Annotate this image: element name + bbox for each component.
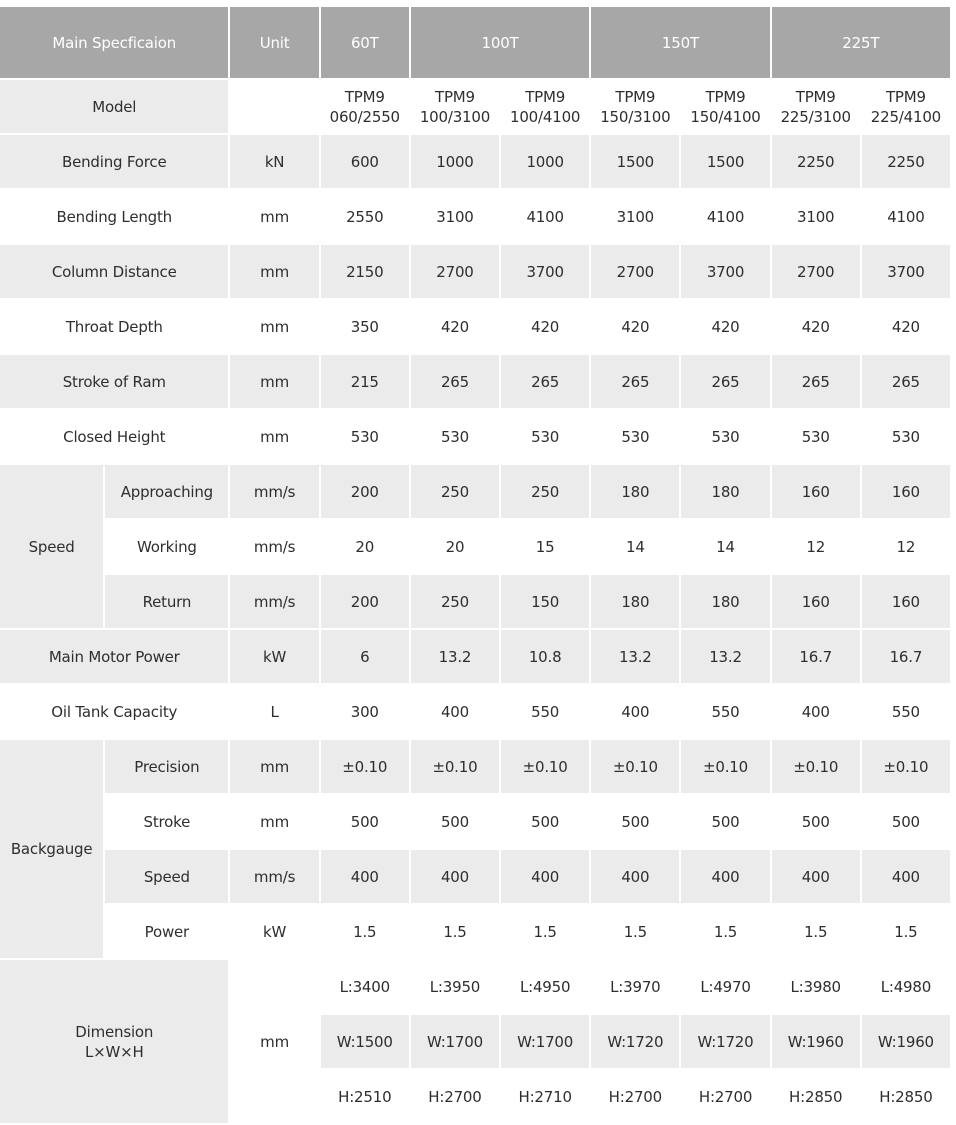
model-series: TPM9 <box>344 87 385 106</box>
model-row <box>0 80 950 133</box>
dimension-label-line1: Dimension <box>75 1022 154 1041</box>
value-cell: 3100 <box>411 190 499 243</box>
model-series: TPM9 <box>525 87 566 106</box>
speed-sub-label: Working <box>105 520 228 573</box>
backgauge-row <box>0 795 950 848</box>
speed-row <box>0 520 950 573</box>
row-unit: L <box>230 685 318 738</box>
row-label: Stroke of Ram <box>0 355 228 408</box>
value-cell: 400 <box>411 685 499 738</box>
row-unit: kN <box>230 135 318 188</box>
value-cell: 16.7 <box>772 630 860 683</box>
value-cell: ±0.10 <box>681 740 769 793</box>
header-group-225t: 225T <box>772 7 950 78</box>
value-cell: H:2510 <box>321 1070 409 1123</box>
dimension-unit: mm <box>230 960 318 1123</box>
model-number: 060/2550 <box>329 107 400 126</box>
value-cell: 13.2 <box>681 630 769 683</box>
value-cell: 20 <box>321 520 409 573</box>
model-number: 225/4100 <box>870 107 942 126</box>
value-cell: 3100 <box>591 190 679 243</box>
value-cell: W:1720 <box>681 1015 769 1068</box>
row-unit: mm <box>230 740 318 793</box>
value-cell: 500 <box>321 795 409 848</box>
row-label-model: Model <box>0 80 228 133</box>
value-cell: W:1500 <box>321 1015 409 1068</box>
value-cell: 530 <box>501 410 589 463</box>
spec-row <box>0 300 950 353</box>
speed-sub-label: Return <box>105 575 228 628</box>
value-cell: 2700 <box>591 245 679 298</box>
value-cell: 400 <box>591 685 679 738</box>
row-label: Bending Length <box>0 190 228 243</box>
value-cell: 15 <box>501 520 589 573</box>
model-cell <box>321 80 409 133</box>
row-unit: mm <box>230 190 318 243</box>
value-cell: W:1960 <box>862 1015 950 1068</box>
value-cell: 1.5 <box>862 905 950 958</box>
value-cell: 1.5 <box>321 905 409 958</box>
value-cell: 420 <box>411 300 499 353</box>
value-cell: 180 <box>591 575 679 628</box>
value-cell: 12 <box>862 520 950 573</box>
model-series: TPM9 <box>615 87 656 106</box>
value-cell: 300 <box>321 685 409 738</box>
dimension-row <box>0 960 950 1013</box>
value-cell: 160 <box>862 465 950 518</box>
value-cell: 250 <box>411 465 499 518</box>
row-unit: mm <box>230 795 318 848</box>
value-cell: 500 <box>862 795 950 848</box>
value-cell: 200 <box>321 465 409 518</box>
value-cell: 500 <box>591 795 679 848</box>
model-series: TPM9 <box>885 87 926 106</box>
value-cell: 4100 <box>681 190 769 243</box>
value-cell: 400 <box>772 685 860 738</box>
value-cell: 500 <box>411 795 499 848</box>
value-cell: 1.5 <box>411 905 499 958</box>
value-cell: 13.2 <box>591 630 679 683</box>
value-cell: 2250 <box>772 135 860 188</box>
value-cell: L:3950 <box>411 960 499 1013</box>
value-cell: 265 <box>862 355 950 408</box>
value-cell: ±0.10 <box>591 740 679 793</box>
value-cell: 160 <box>772 465 860 518</box>
backgauge-sub-label: Speed <box>105 850 228 903</box>
model-series: TPM9 <box>795 87 836 106</box>
value-cell: 160 <box>772 575 860 628</box>
row-unit: mm <box>230 410 318 463</box>
value-cell: 265 <box>772 355 860 408</box>
value-cell: W:1700 <box>411 1015 499 1068</box>
value-cell: 215 <box>321 355 409 408</box>
model-cell <box>501 80 589 133</box>
value-cell: 265 <box>411 355 499 408</box>
row-unit-model <box>230 80 318 133</box>
value-cell: 265 <box>591 355 679 408</box>
value-cell: 550 <box>862 685 950 738</box>
value-cell: W:1720 <box>591 1015 679 1068</box>
value-cell: 3700 <box>862 245 950 298</box>
value-cell: 14 <box>681 520 769 573</box>
value-cell: 420 <box>501 300 589 353</box>
speed-row <box>0 575 950 628</box>
value-cell: 400 <box>591 850 679 903</box>
value-cell: 400 <box>501 850 589 903</box>
value-cell: L:3970 <box>591 960 679 1013</box>
value-cell: 400 <box>321 850 409 903</box>
spec-table-body <box>0 80 950 1123</box>
header-row <box>0 7 950 78</box>
value-cell: L:4950 <box>501 960 589 1013</box>
row-label: Oil Tank Capacity <box>0 685 228 738</box>
value-cell: ±0.10 <box>772 740 860 793</box>
value-cell: 1500 <box>681 135 769 188</box>
value-cell: 530 <box>321 410 409 463</box>
value-cell: 500 <box>501 795 589 848</box>
value-cell: 265 <box>681 355 769 408</box>
model-series: TPM9 <box>705 87 746 106</box>
value-cell: L:4970 <box>681 960 769 1013</box>
model-cell <box>591 80 679 133</box>
value-cell: 420 <box>681 300 769 353</box>
value-cell: L:3400 <box>321 960 409 1013</box>
model-cell <box>411 80 499 133</box>
value-cell: 3700 <box>681 245 769 298</box>
value-cell: 530 <box>681 410 769 463</box>
model-cell <box>772 80 860 133</box>
value-cell: 150 <box>501 575 589 628</box>
value-cell: 1.5 <box>501 905 589 958</box>
spec-row <box>0 135 950 188</box>
backgauge-sub-label: Stroke <box>105 795 228 848</box>
value-cell: 200 <box>321 575 409 628</box>
backgauge-row <box>0 740 950 793</box>
value-cell: 420 <box>772 300 860 353</box>
spec-row <box>0 190 950 243</box>
value-cell: ±0.10 <box>501 740 589 793</box>
row-unit: mm <box>230 245 318 298</box>
value-cell: 20 <box>411 520 499 573</box>
model-number: 100/3100 <box>419 107 491 126</box>
value-cell: H:2700 <box>681 1070 769 1123</box>
value-cell: W:1960 <box>772 1015 860 1068</box>
value-cell: 16.7 <box>862 630 950 683</box>
value-cell: 2250 <box>862 135 950 188</box>
backgauge-row <box>0 850 950 903</box>
row-label: Bending Force <box>0 135 228 188</box>
header-group-60t: 60T <box>321 7 409 78</box>
value-cell: 4100 <box>862 190 950 243</box>
row-unit: kW <box>230 630 318 683</box>
spec-row <box>0 410 950 463</box>
value-cell: 3100 <box>772 190 860 243</box>
value-cell: 400 <box>862 850 950 903</box>
value-cell: 500 <box>772 795 860 848</box>
value-cell: 530 <box>772 410 860 463</box>
value-cell: 1500 <box>591 135 679 188</box>
backgauge-group-label: Backgauge <box>0 740 103 958</box>
value-cell: 2150 <box>321 245 409 298</box>
value-cell: 14 <box>591 520 679 573</box>
model-number: 150/3100 <box>600 107 671 126</box>
model-cell <box>681 80 769 133</box>
value-cell: 350 <box>321 300 409 353</box>
value-cell: H:2850 <box>772 1070 860 1123</box>
row-unit: mm/s <box>230 520 318 573</box>
value-cell: 250 <box>411 575 499 628</box>
value-cell: 550 <box>501 685 589 738</box>
spec-row <box>0 245 950 298</box>
value-cell: 400 <box>681 850 769 903</box>
header-main-spec: Main Specficaion <box>0 7 228 78</box>
backgauge-row <box>0 905 950 958</box>
header-unit: Unit <box>230 7 318 78</box>
value-cell: 180 <box>681 575 769 628</box>
value-cell: 420 <box>591 300 679 353</box>
row-unit: mm/s <box>230 850 318 903</box>
value-cell: H:2710 <box>501 1070 589 1123</box>
speed-sub-label: Approaching <box>105 465 228 518</box>
value-cell: 180 <box>591 465 679 518</box>
value-cell: 6 <box>321 630 409 683</box>
value-cell: 2700 <box>772 245 860 298</box>
value-cell: H:2700 <box>411 1070 499 1123</box>
value-cell: ±0.10 <box>411 740 499 793</box>
value-cell: 1.5 <box>591 905 679 958</box>
value-cell: 1000 <box>411 135 499 188</box>
value-cell: 3700 <box>501 245 589 298</box>
spec-table <box>0 5 952 1125</box>
header-group-150t: 150T <box>591 7 769 78</box>
value-cell: H:2850 <box>862 1070 950 1123</box>
value-cell: 550 <box>681 685 769 738</box>
value-cell: 500 <box>681 795 769 848</box>
value-cell: 530 <box>411 410 499 463</box>
spec-row <box>0 355 950 408</box>
value-cell: 10.8 <box>501 630 589 683</box>
model-number: 225/3100 <box>780 107 851 126</box>
value-cell: 1.5 <box>772 905 860 958</box>
value-cell: 13.2 <box>411 630 499 683</box>
value-cell: H:2700 <box>591 1070 679 1123</box>
spec-row <box>0 685 950 738</box>
model-series: TPM9 <box>435 87 475 106</box>
value-cell: 1.5 <box>681 905 769 958</box>
value-cell: 180 <box>681 465 769 518</box>
value-cell: 2700 <box>411 245 499 298</box>
model-number: 100/4100 <box>510 107 581 126</box>
spec-row <box>0 630 950 683</box>
value-cell: 600 <box>321 135 409 188</box>
value-cell: ±0.10 <box>862 740 950 793</box>
row-unit: mm <box>230 300 318 353</box>
dimension-label <box>0 960 228 1123</box>
backgauge-sub-label: Power <box>105 905 228 958</box>
value-cell: 530 <box>862 410 950 463</box>
row-unit: mm/s <box>230 575 318 628</box>
value-cell: L:3980 <box>772 960 860 1013</box>
value-cell: W:1700 <box>501 1015 589 1068</box>
row-unit: mm <box>230 355 318 408</box>
row-unit: kW <box>230 905 318 958</box>
row-unit: mm/s <box>230 465 318 518</box>
speed-group-label: Speed <box>0 465 103 628</box>
value-cell: 1000 <box>501 135 589 188</box>
value-cell: 400 <box>411 850 499 903</box>
row-label: Closed Height <box>0 410 228 463</box>
row-label: Throat Depth <box>0 300 228 353</box>
row-label: Column Distance <box>0 245 228 298</box>
row-label: Main Motor Power <box>0 630 228 683</box>
value-cell: L:4980 <box>862 960 950 1013</box>
value-cell: 12 <box>772 520 860 573</box>
speed-row <box>0 465 950 518</box>
value-cell: 160 <box>862 575 950 628</box>
value-cell: 250 <box>501 465 589 518</box>
value-cell: 265 <box>501 355 589 408</box>
dimension-label-line2: L×W×H <box>84 1042 144 1061</box>
model-cell <box>862 80 950 133</box>
backgauge-sub-label: Precision <box>105 740 228 793</box>
value-cell: 4100 <box>501 190 589 243</box>
value-cell: 2550 <box>321 190 409 243</box>
header-group-100t: 100T <box>411 7 589 78</box>
value-cell: ±0.10 <box>321 740 409 793</box>
value-cell: 530 <box>591 410 679 463</box>
model-number: 150/4100 <box>690 107 761 126</box>
value-cell: 400 <box>772 850 860 903</box>
value-cell: 420 <box>862 300 950 353</box>
